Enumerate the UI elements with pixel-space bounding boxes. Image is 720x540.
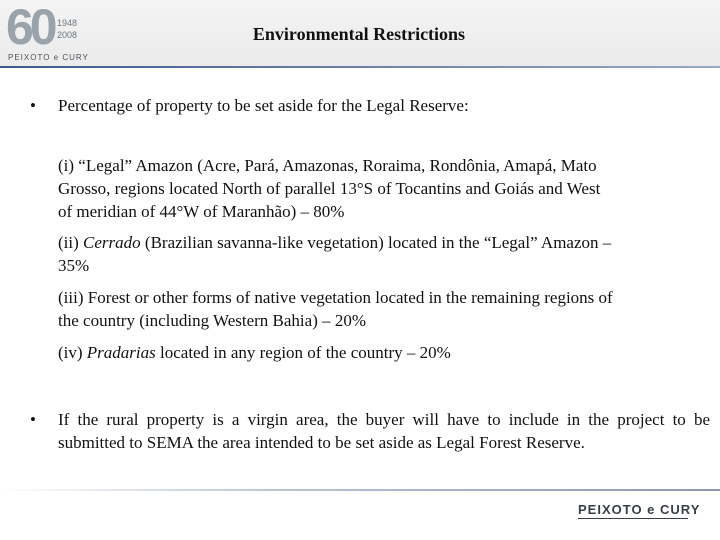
subitem-line: [58, 341, 710, 364]
bullet-text: Percentage of property to be set aside for the Legal Reserve:: [58, 96, 469, 115]
subitem-prefix: (ii): [58, 233, 84, 252]
subitem-line: [58, 231, 710, 254]
subitem-rest: (Brazilian savanna-like vegetation) located in the “Legal” Amazon –: [140, 233, 612, 252]
title-divider: [0, 66, 720, 68]
slide-title: Environmental Restrictions: [252, 24, 466, 44]
subitem-line: of meridian of 44°W of Maranhão) – 80%: [58, 202, 345, 221]
subitem-line: 35%: [58, 256, 90, 275]
bullet-icon: •: [30, 96, 36, 115]
subitem-pradarias: [58, 341, 710, 364]
logo-sixty: 60: [6, 0, 54, 55]
subitem-rest: located in any region of the country – 20%: [155, 343, 451, 362]
logo-year-from: 1948: [57, 18, 78, 28]
subitem-prefix: (iv): [58, 343, 87, 362]
subitem-cerrado: [58, 231, 710, 277]
bullet-text: If the rural property is a virgin area, the buyer will have to include in the project to be submitted to SEMA the area intended to be set aside as Legal Forest Reserve.: [58, 410, 710, 452]
logo-name: PEIXOTO e CURY: [8, 53, 89, 62]
subitem-line: Grosso, regions located North of parallel 13°S of Tocantins and Goiás and West: [58, 179, 601, 198]
footer-logo-underline: [578, 518, 688, 519]
subitem-native-vegetation: [58, 286, 710, 332]
subitem-line: the country (including Western Bahia) – 20%: [58, 311, 367, 330]
subitem-line: (i) “Legal” Amazon (Acre, Pará, Amazonas, Roraima, Rondônia, Amapá, Mato: [58, 156, 597, 175]
logo-year-to: 2008: [57, 30, 78, 40]
subitem-italic-term: Pradarias: [86, 343, 156, 362]
footer-divider: [0, 489, 720, 491]
subitem-legal-amazon: [58, 154, 710, 223]
subitem-italic-term: Cerrado: [83, 233, 141, 252]
subitem-line: (iii) Forest or other forms of native vegetation located in the remaining regions of: [58, 288, 613, 307]
footer-logo-name: PEIXOTO e CURY: [578, 502, 701, 517]
bullet-icon: •: [30, 410, 36, 429]
footer-firm-logo: [578, 502, 701, 526]
